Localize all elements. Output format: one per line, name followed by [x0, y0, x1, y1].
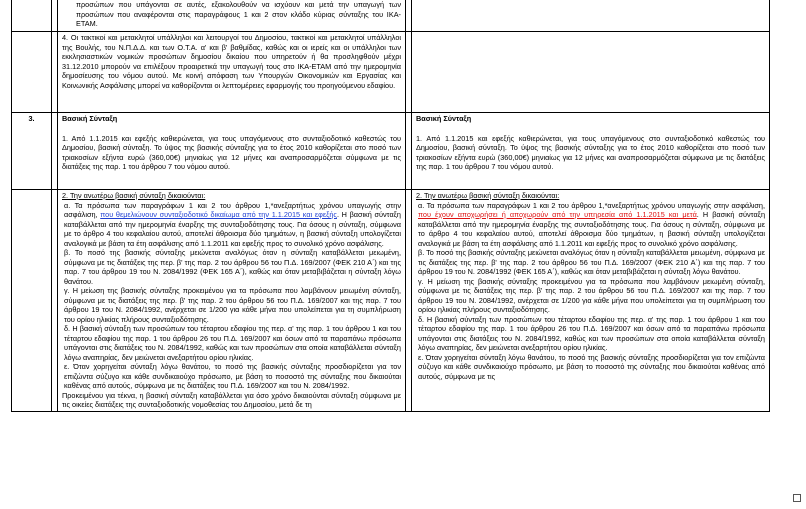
changed-text: που έχουν αποχωρήσει ή αποχωρούν από την υπηρεσία από 1.1.2015 και μετά	[418, 210, 697, 219]
section-title: Βασική Σύνταξη	[62, 114, 118, 123]
table-row	[12, 190, 770, 412]
table-row	[12, 113, 770, 190]
highlighted-text: που θεμελιώνουν συνταξιοδοτικό δικαίωμα από την 1.1.2015 και εφεξής	[100, 210, 337, 219]
table-row	[12, 32, 770, 113]
cell-left: Βασική Σύνταξη 1. Από 1.1.2015 και εφεξής καθιερώνεται, για τους υπαγόμενους στο συνταξιοδοτικό καθεστώς του Δημοσίου, βασική σύνταξη. Το ύψος της βασικής σύνταξης για το έτος 2010 καθορίζεται στο ποσό των τριακοσίων εξήντα ευρώ (360,00€) μηνιαίως για 12 μήνες και αναπροσαρμόζεται σύμφωνα με τις διατάξεις της παρ. 1 του άρθρου 7 του νόμου αυτού.	[58, 113, 406, 190]
cell-left: 2. Την ανωτέρω βασική σύνταξη δικαιούνται: α. Τα πρόσωπα των παραγράφων 1 και 2 του άρθρου 1,*ανεξαρτήτως χρόνου υπαγωγής στην ασφάλιση, που θεμελιώνουν συνταξιοδοτικό δικαίωμα από την 1.1.2015 και εφεξής. Η βασική σύνταξη καταβάλλεται από την ημερομηνία έναρξης της συνταξιοδότησης τους. Για όσους η σύνταξη, σύμφωνα με το άρθρο 4 του κεφαλαίου αυτού, αποτελεί άθροισμα δύο τμημάτων, η βασική σύνταξη υπολογίζεται αναλογικά με βάση τα έτη ασφάλισης από 1.1.2011 και εφεξής προς το συνολικό χρόνο ασφάλισης. β. Το ποσό της βασικής σύνταξης μειώνεται αναλόγως όταν η σύνταξη καταβάλλεται μειωμένη, σύμφωνα με τις διατάξεις της περ. β' της παρ. 2 του άρθρου 56 του Π.Δ. 169/2007 (ΦΕΚ 210 Α΄) και της παρ. 7 του άρθρου 19 του Ν. 2084/1992 (ΦΕΚ 165 Α΄), καθώς και όταν μεταβιβάζεται η σύνταξη λόγω θανάτου. γ. Η μείωση της βασικής σύνταξης προκειμένου για τα πρόσωπα που λαμβάνουν μειωμένη σύνταξη, σύμφωνα με τις διατάξεις της περ. β' της παρ. 2 του άρθρου 56 του Π.Δ. 169/2007 και της παρ. 7 του άρθρου 19 του Ν. 2084/1992, ανέρχεται σε 1/200 για κάθε μήνα που υπολείπεται για τη συμπλήρωση του ορίου ηλικίας πλήρους συνταξιοδότησης. δ. Η βασική σύνταξη των προσώπων του τέταρτου εδαφίου της περ. α' της παρ. 1 του άρθρου 1 και του τέταρτου εδαφίου της παρ. 1 του άρθρου 26 του Π.Δ. 169/2007 και όσων από τα παραπάνω πρόσωπα υπάγονται στις διατάξεις του Ν. 2084/1992, καθώς και των προσώπων στα οποία καταβάλλεται σύνταξη λόγω αναπηρίας, δεν μειώνεται ανεξαρτήτου ορίου ηλικίας. ε. Όταν χορηγείται σύνταξη λόγω θανάτου, το ποσό της βασικής σύνταξης προσδιορίζεται για τον επιζώντα σύζυγο και κάθε συνδικαιούχο πρόσωπο, με βάση το ποσοστό της σύνταξης που δικαιούται καθένας από αυτούς, σύμφωνα με τις διατάξεις του Π.Δ. 169/2007 και του Ν. 2084/1992. Προκειμένου για τέκνα, η βασική σύνταξη καταβάλλεται για όσο χρόνο δικαιούνται σύνταξη σύμφωνα με τις οικείες διατάξεις της συνταξιοδοτικής νομοθεσίας του Δημοσίου, μετά δε τη	[58, 190, 406, 412]
table-row	[12, 0, 770, 32]
cell-right: Βασική Σύνταξη 1. Από 1.1.2015 και εφεξής καθιερώνεται, για τους υπαγόμενους στο συνταξιοδοτικό καθεστώς του Δημοσίου, βασική σύνταξη. Το ύψος της βασικής σύνταξης για το έτος 2010 καθορίζεται στο ποσό των τριακοσίων εξήντα ευρώ (360,00€) μηνιαίως για 12 μήνες και αναπροσαρμόζεται σύμφωνα με τις διατάξεις της παρ. 1 του άρθρου 7 του νόμου αυτού.	[412, 113, 770, 190]
section-title: Βασική Σύνταξη	[416, 114, 472, 123]
section-number: 3.	[12, 113, 52, 190]
resize-handle-icon[interactable]	[793, 494, 801, 502]
cell-text: 4. Οι τακτικοί και μετακλητοί υπάλληλοι και λειτουργοί του Δημοσίου, τακτικοί και μετακλητοί υπάλληλοι της Βουλής, του Ν.Π.Δ.Δ. και των Ο.Τ.Α. α' και β' βαθμίδας, καθώς και οι ιερείς και οι υπάλληλοι των εκκλησιαστικών νομικών προσώπων δημοσίου δικαίου που υπηρετούν ή θα προσληφθούν μέχρι 31.12.2010 μπορούν να επιλέξουν προαιρετικά την υπαγωγή τους στο ΙΚΑ-ΕΤΑΜ από την ημερομηνία δημοσίευσης του νόμου αυτού. Με κοινή απόφαση των Υπουργών Οικονομικών και Εργασίας και Κοινωνικής Ασφάλισης μπορεί να καθορίζονται οι λεπτομέρειες εφαρμογής του προηγούμενου εδαφίου.	[58, 32, 406, 113]
cell-right: 2. Την ανωτέρω βασική σύνταξη δικαιούνται: α. Τα πρόσωπα των παραγράφων 1 και 2 του άρθρου 1,*ανεξαρτήτως χρόνου υπαγωγής στην ασφάλιση, που έχουν αποχωρήσει ή αποχωρούν από την υπηρεσία από 1.1.2015 και μετά. Η βασική σύνταξη καταβάλλεται από την ημερομηνία έναρξης της συνταξιοδότησης τους. Για όσους η σύνταξη, σύμφωνα με το άρθρο 4 του κεφαλαίου αυτού, αποτελεί άθροισμα δύο τμημάτων, η βασική σύνταξη υπολογίζεται αναλογικά με βάση τα έτη ασφάλισης από 1.1.2011 και εφεξής προς το συνολικό χρόνο ασφάλισης. β. Το ποσό της βασικής σύνταξης μειώνεται αναλόγως όταν η σύνταξη καταβάλλεται μειωμένη, σύμφωνα με τις διατάξεις της περ. β' της παρ. 2 του άρθρου 56 του Π.Δ. 169/2007 (ΦΕΚ 210 Α΄) και της παρ. 7 του άρθρου 19 του Ν. 2084/1992 (ΦΕΚ 165 Α΄), καθώς και όταν μεταβιβάζεται η σύνταξη λόγω θανάτου. γ. Η μείωση της βασικής σύνταξης προκειμένου για τα πρόσωπα που λαμβάνουν μειωμένη σύνταξη, σύμφωνα με τις διατάξεις της περ. β' της παρ. 2 του άρθρου 56 του Π.Δ. 169/2007 και της παρ. 7 του άρθρου 19 του Ν. 2084/1992, ανέρχεται σε 1/200 για κάθε μήνα που υπολείπεται για τη συμπλήρωση του ορίου ηλικίας πλήρους συνταξιοδότησης. δ. Η βασική σύνταξη των προσώπων του τέταρτου εδαφίου της περ. α' της παρ. 1 του άρθρου 1 και του τέταρτου εδαφίου της παρ. 1 του άρθρου 26 του Π.Δ. 169/2007 και όσων από τα παραπάνω πρόσωπα υπάγονται στις διατάξεις του Ν. 2084/1992, καθώς και των προσώπων στα οποία καταβάλλεται σύνταξη λόγω αναπηρίας, δεν μειώνεται ανεξαρτήτου ορίου ηλικίας. ε. Όταν χορηγείται σύνταξη λόγω θανάτου, το ποσό της βασικής σύνταξης προσδιορίζεται για τον επιζώντα σύζυγο και κάθε συνδικαιούχο πρόσωπο, με βάση το ποσοστό της σύνταξης που δικαιούται καθένας από αυτούς, σύμφωνα με τις	[412, 190, 770, 412]
cell-text: προσώπων που υπάγονται σε αυτές, εξακολουθούν να ισχύουν και μετά την υπαγωγή των προσώπων που αναφέρονται στις παραγράφους 1 και 2 στον κλάδο κύριας σύνταξης του ΙΚΑ-ΕΤΑΜ.	[58, 0, 406, 32]
comparison-table	[11, 0, 770, 412]
